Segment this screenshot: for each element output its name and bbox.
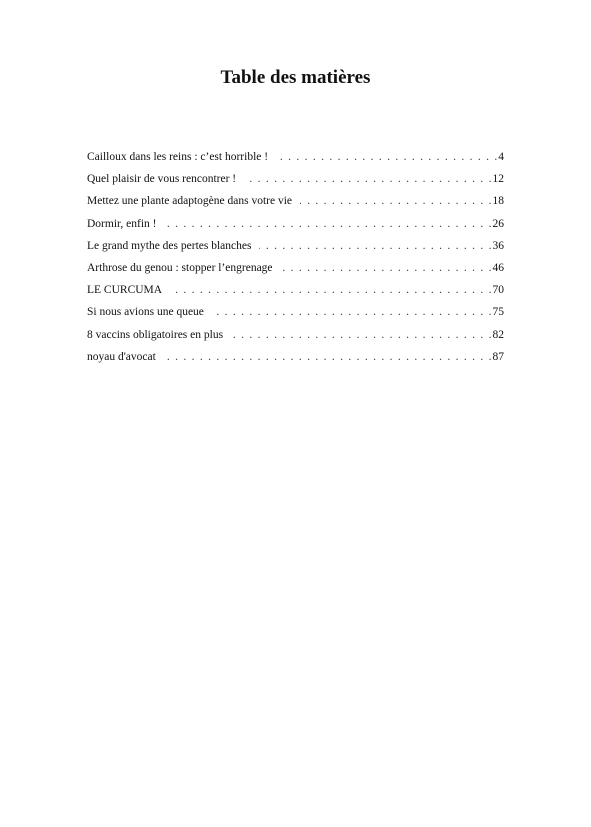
dot-leader	[212, 301, 492, 323]
toc-page-number: 75	[492, 306, 504, 319]
toc-entry-title: Arthrose du genou : stopper l’engrenage	[87, 261, 273, 274]
toc-entry-title: Quel plaisir de vous rencontrer !	[87, 173, 237, 186]
dot-leader	[276, 146, 497, 168]
dot-leader	[164, 213, 491, 235]
toc-entry-title: Le grand mythe des pertes blanches	[87, 239, 252, 252]
toc-entry[interactable]	[87, 346, 504, 368]
toc-page-number: 12	[492, 173, 504, 186]
table-of-contents	[87, 146, 504, 368]
toc-entry[interactable]	[87, 257, 504, 279]
page-title: Table des matières	[220, 67, 371, 88]
dot-leader	[170, 279, 491, 301]
dot-leader	[164, 346, 492, 368]
toc-entry[interactable]	[87, 190, 504, 212]
dot-leader	[281, 257, 492, 279]
dot-leader	[244, 168, 491, 190]
toc-page-number: 46	[492, 261, 504, 274]
toc-page-number: 26	[492, 217, 504, 230]
dot-leader	[300, 190, 491, 212]
toc-page-number: 70	[492, 284, 504, 297]
toc-entry-title: Si nous avions une queue	[87, 306, 204, 319]
toc-entry[interactable]	[87, 324, 504, 346]
toc-entry-title: Mettez une plante adaptogène dans votre vie	[87, 195, 293, 208]
toc-entry-title: noyau d'avocat	[87, 350, 156, 363]
toc-entry-title: Dormir, enfin !	[87, 217, 157, 230]
toc-entry-title: Cailloux dans les reins : c’est horrible !	[87, 151, 269, 163]
toc-entry[interactable]	[87, 301, 504, 323]
toc-entry[interactable]	[87, 213, 504, 235]
toc-page-number: 36	[492, 239, 504, 252]
dot-leader	[259, 235, 491, 257]
toc-entry[interactable]	[87, 279, 504, 301]
toc-entry[interactable]	[87, 146, 504, 168]
toc-page-number: 87	[492, 350, 504, 363]
toc-page-number: 82	[492, 328, 504, 341]
toc-page-number: 18	[492, 195, 504, 208]
toc-entry-title: LE CURCUMA	[87, 284, 163, 297]
toc-entry-title: 8 vaccins obligatoires en plus	[87, 328, 224, 341]
dot-leader	[231, 324, 491, 346]
toc-entry[interactable]	[87, 235, 504, 257]
toc-page-number: 4	[498, 151, 504, 163]
toc-entry[interactable]	[87, 168, 504, 190]
